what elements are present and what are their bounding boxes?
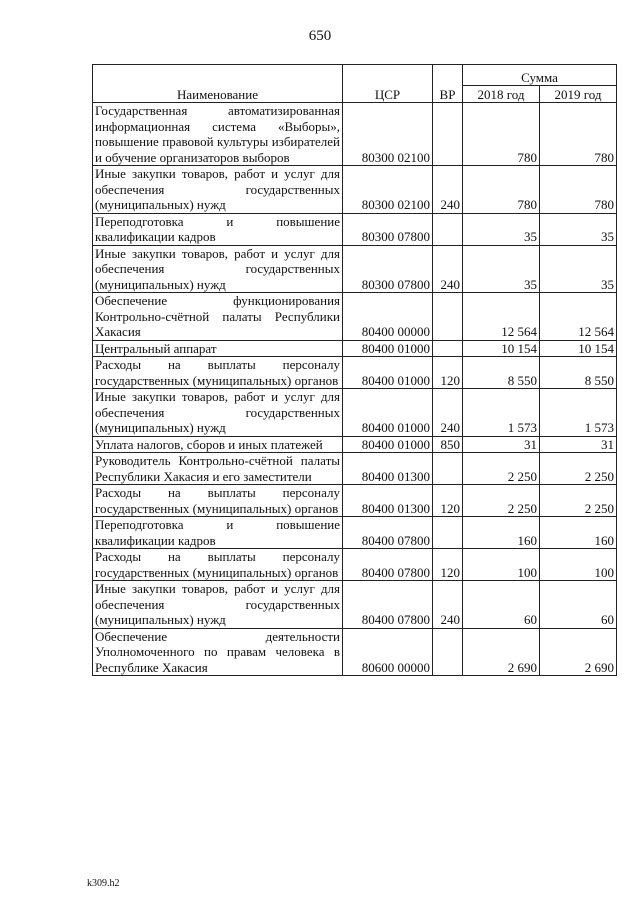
cell-csr: 80400 07800	[343, 581, 433, 629]
header-name: Наименование	[93, 65, 343, 103]
cell-vr: 240	[433, 389, 463, 437]
cell-csr: 80300 07800	[343, 245, 433, 293]
cell-vr: 240	[433, 581, 463, 629]
cell-2018: 60	[463, 581, 540, 629]
table-row	[93, 293, 617, 341]
budget-table	[92, 64, 617, 676]
cell-vr	[433, 103, 463, 166]
cell-2019: 2 250	[540, 485, 617, 517]
table-header	[93, 65, 617, 103]
cell-csr: 80400 00000	[343, 293, 433, 341]
cell-csr: 80400 01300	[343, 453, 433, 485]
cell-2018: 10 154	[463, 340, 540, 357]
cell-vr	[433, 453, 463, 485]
cell-2018: 2 250	[463, 485, 540, 517]
table-row	[93, 357, 617, 389]
header-row-top	[93, 65, 617, 86]
cell-csr: 80300 07800	[343, 213, 433, 245]
cell-2018: 35	[463, 245, 540, 293]
cell-csr: 80400 01000	[343, 340, 433, 357]
cell-name: Обеспечение деятельности Уполномоченного по правам человека в Республике Хакасия	[93, 628, 343, 676]
header-year-2018: 2018 год	[463, 86, 540, 103]
table-row	[93, 166, 617, 214]
table-row	[93, 340, 617, 357]
table-row	[93, 213, 617, 245]
cell-vr	[433, 293, 463, 341]
cell-2019: 100	[540, 549, 617, 581]
table-row	[93, 517, 617, 549]
header-csr: ЦСР	[343, 65, 433, 103]
cell-2019: 31	[540, 436, 617, 453]
cell-2018: 8 550	[463, 357, 540, 389]
cell-2019: 780	[540, 166, 617, 214]
table-row	[93, 628, 617, 676]
table-row	[93, 549, 617, 581]
cell-vr: 850	[433, 436, 463, 453]
cell-2019: 35	[540, 245, 617, 293]
table-body	[93, 103, 617, 676]
cell-csr: 80400 07800	[343, 517, 433, 549]
table-row	[93, 245, 617, 293]
cell-csr: 80400 07800	[343, 549, 433, 581]
cell-csr: 80600 00000	[343, 628, 433, 676]
cell-2019: 8 550	[540, 357, 617, 389]
table-row	[93, 485, 617, 517]
table-row	[93, 453, 617, 485]
cell-name: Иные закупки товаров, работ и услуг для обеспечения государственных (муниципальных) нужд	[93, 166, 343, 214]
cell-2019: 780	[540, 103, 617, 166]
cell-csr: 80300 02100	[343, 166, 433, 214]
cell-vr	[433, 517, 463, 549]
cell-name: Иные закупки товаров, работ и услуг для обеспечения государственных (муниципальных) нужд	[93, 581, 343, 629]
cell-name: Иные закупки товаров, работ и услуг для обеспечения государственных (муниципальных) нужд	[93, 389, 343, 437]
cell-vr: 120	[433, 485, 463, 517]
cell-csr: 80400 01300	[343, 485, 433, 517]
header-vr: ВР	[433, 65, 463, 103]
cell-vr	[433, 213, 463, 245]
cell-2018: 160	[463, 517, 540, 549]
cell-csr: 80400 01000	[343, 357, 433, 389]
cell-2019: 2 250	[540, 453, 617, 485]
cell-name: Расходы на выплаты персоналу государственных (муниципальных) органов	[93, 357, 343, 389]
cell-name: Переподготовка и повышение квалификации кадров	[93, 517, 343, 549]
cell-2018: 1 573	[463, 389, 540, 437]
cell-vr: 240	[433, 245, 463, 293]
cell-2018: 2 690	[463, 628, 540, 676]
cell-2019: 160	[540, 517, 617, 549]
cell-2018: 31	[463, 436, 540, 453]
cell-name: Расходы на выплаты персоналу государственных (муниципальных) органов	[93, 485, 343, 517]
cell-csr: 80400 01000	[343, 436, 433, 453]
cell-name: Переподготовка и повышение квалификации кадров	[93, 213, 343, 245]
cell-2018: 780	[463, 166, 540, 214]
cell-2018: 2 250	[463, 453, 540, 485]
cell-2019: 10 154	[540, 340, 617, 357]
cell-2018: 780	[463, 103, 540, 166]
cell-2018: 35	[463, 213, 540, 245]
header-sum: Сумма	[463, 65, 617, 86]
cell-2019: 35	[540, 213, 617, 245]
cell-2019: 1 573	[540, 389, 617, 437]
header-year-2019: 2019 год	[540, 86, 617, 103]
cell-name: Расходы на выплаты персоналу государственных (муниципальных) органов	[93, 549, 343, 581]
table-row	[93, 436, 617, 453]
cell-name: Уплата налогов, сборов и иных платежей	[93, 436, 343, 453]
cell-2018: 12 564	[463, 293, 540, 341]
cell-vr	[433, 340, 463, 357]
cell-2019: 2 690	[540, 628, 617, 676]
cell-vr: 240	[433, 166, 463, 214]
cell-2018: 100	[463, 549, 540, 581]
cell-name: Обеспечение функционирования Контрольно-счётной палаты Республики Хакасия	[93, 293, 343, 341]
footer-code: k309.h2	[87, 878, 120, 889]
cell-vr	[433, 628, 463, 676]
cell-csr: 80400 01000	[343, 389, 433, 437]
cell-2019: 60	[540, 581, 617, 629]
table-row	[93, 103, 617, 166]
table-row	[93, 581, 617, 629]
cell-name: Центральный аппарат	[93, 340, 343, 357]
cell-csr: 80300 02100	[343, 103, 433, 166]
cell-name: Государственная автоматизированная информационная система «Выборы», повышение правовой культуры избирателей и обучение организаторов выборов	[93, 103, 343, 166]
table-row	[93, 389, 617, 437]
cell-name: Руководитель Контрольно-счётной палаты Республики Хакасия и его заместители	[93, 453, 343, 485]
cell-name: Иные закупки товаров, работ и услуг для обеспечения государственных (муниципальных) нужд	[93, 245, 343, 293]
page-number: 650	[308, 28, 332, 44]
cell-2019: 12 564	[540, 293, 617, 341]
cell-vr: 120	[433, 357, 463, 389]
cell-vr: 120	[433, 549, 463, 581]
